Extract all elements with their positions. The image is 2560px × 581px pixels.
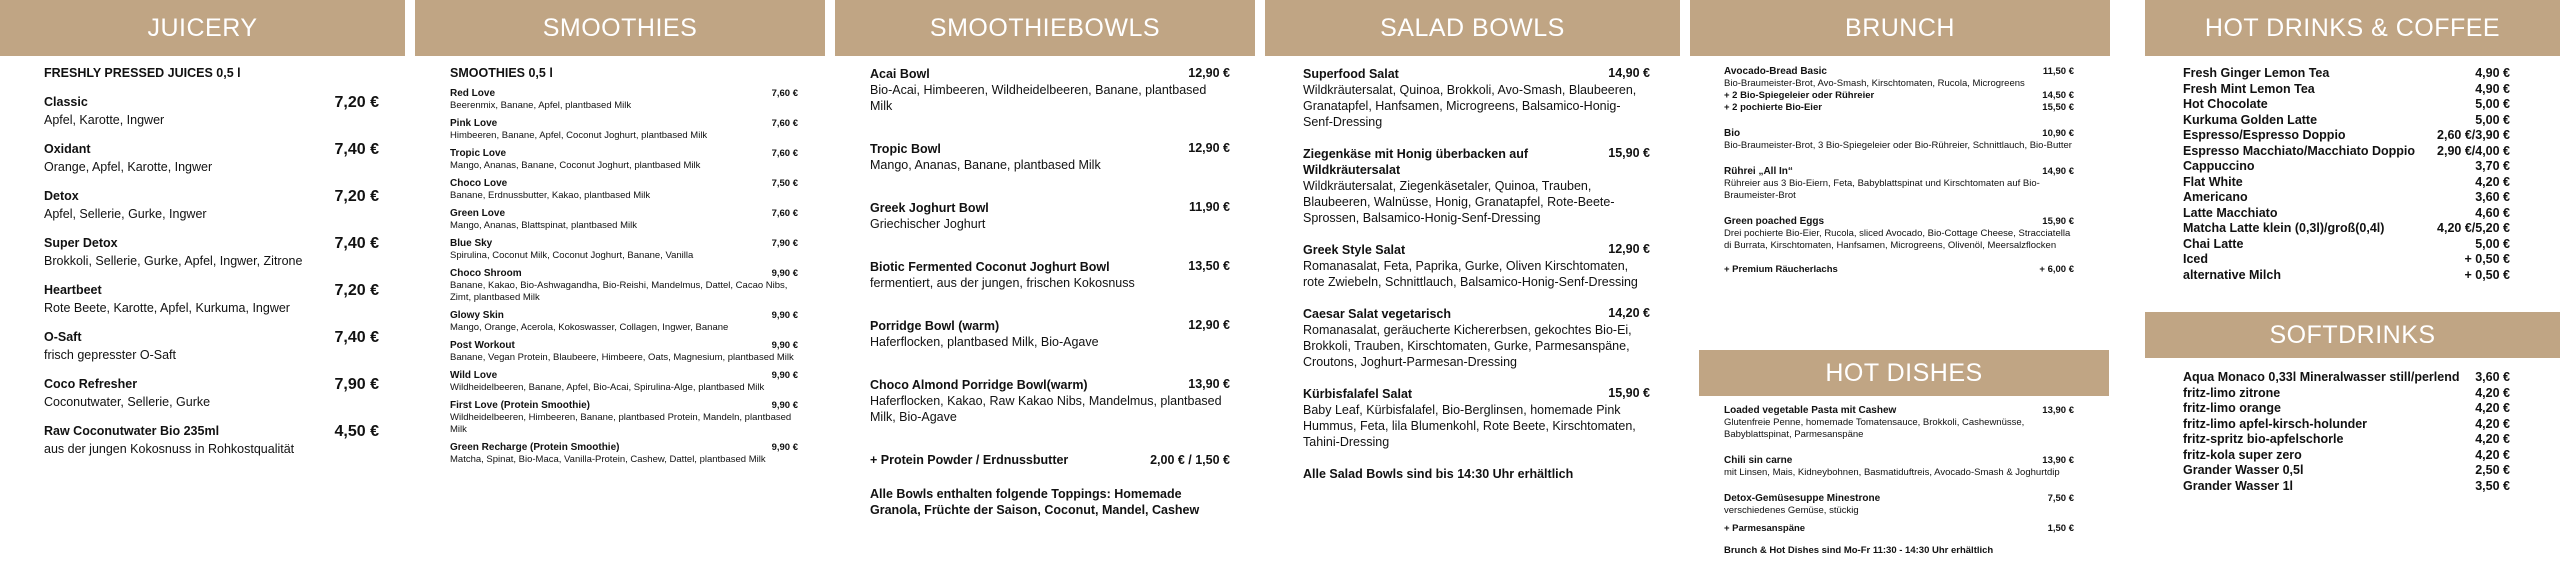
brunch-item-name: Green poached Eggs <box>1724 216 1825 227</box>
hot-drink-price: 5,00 € <box>2475 236 2510 251</box>
hot-addon <box>1724 523 2074 535</box>
bowl-item-name: Porridge Bowl (warm) <box>870 319 1000 333</box>
salad-item-desc: Romanasalat, geräucherte Kichererbsen, gekochtes Bio-Ei, Brokkoli, Trauben, Kirschtomaten, Gurke, Parmesanspäne, Croutons, Joghurt-Parmesan-Dressing <box>1303 323 1632 369</box>
hot-drink-row <box>2183 206 2510 222</box>
brunch-extra-price: 14,50 € <box>2042 90 2074 101</box>
salad-item-row <box>1303 146 1650 178</box>
brunch-item-extra <box>1724 102 2074 114</box>
brunch-item-price: 11,50 € <box>2042 66 2074 77</box>
hot-drink-name: Flat White <box>2183 174 2243 189</box>
smoothie-item-name: Tropic Love <box>450 148 507 159</box>
salad-item-name: Greek Style Salat <box>1303 243 1406 257</box>
smoothie-item <box>450 178 798 202</box>
juice-item-price: 7,40 € <box>334 141 379 158</box>
header-brunch: BRUNCH <box>1690 0 2110 56</box>
juice-item-row <box>44 282 379 300</box>
juice-item-row <box>44 423 379 441</box>
smoothie-item <box>450 442 798 466</box>
brunch-item-name: Bio <box>1724 128 1741 139</box>
smoothie-item <box>450 370 798 394</box>
smoothie-item-desc: Himbeeren, Banane, Apfel, Coconut Joghurt, plantbased Milk <box>450 130 708 141</box>
bowl-item-name: Tropic Bowl <box>870 142 941 156</box>
hot-addon-price: 1,50 € <box>2047 523 2074 534</box>
softdrink-name: fritz-kola super zero <box>2183 447 2302 462</box>
hot-drink-name: Iced <box>2183 252 2209 266</box>
smoothie-item <box>450 400 798 436</box>
juice-item <box>44 235 379 269</box>
bowl-item-desc: fermentiert, aus der jungen, frischen Kokosnuss <box>870 276 1135 290</box>
juice-item-desc: Rote Beete, Karotte, Apfel, Kurkuma, Ingwer <box>44 301 290 315</box>
hot-drink-row <box>2183 66 2510 82</box>
juice-item-row <box>44 329 379 347</box>
salad-item-desc: Baby Leaf, Kürbisfalafel, Bio-Berglinsen, homemade Pink Hummus, Feta, lila Blumenkohl, Rote Beete, Kirschtomaten, Tahini-Dressing <box>1303 403 1636 449</box>
hot-drink-price: 3,60 € <box>2475 190 2510 204</box>
bowls-addon-name: + Protein Powder / Erdnussbutter <box>870 453 1069 467</box>
smoothie-item-price: 9,90 € <box>771 370 798 381</box>
hot-drink-name: Matcha Latte klein (0,3l)/groß(0,4l) <box>2183 221 2385 235</box>
softdrink-name: fritz-limo zitrone <box>2183 385 2281 400</box>
hot-drink-price: 2,90 €/4,00 € <box>2437 143 2510 158</box>
smoothie-item-name: Pink Love <box>450 118 498 129</box>
hot-drink-row <box>2183 97 2510 113</box>
smoothie-item-row <box>450 178 798 190</box>
smoothie-item <box>450 88 798 112</box>
softdrink-row <box>2183 417 2510 433</box>
header-hot-drinks: HOT DRINKS & COFFEE <box>2145 0 2560 56</box>
hot-drink-price: 5,00 € <box>2475 112 2510 127</box>
juice-item-price: 7,90 € <box>334 376 379 393</box>
brunch-item-row <box>1724 216 2074 228</box>
salad-item-price: 15,90 € <box>1608 146 1650 160</box>
hot-drink-row <box>2183 268 2510 284</box>
bowl-item-row <box>870 377 1230 393</box>
smoothie-item-price: 9,90 € <box>771 442 798 453</box>
hot-drink-row <box>2183 237 2510 253</box>
hot-drink-row <box>2183 190 2510 206</box>
smoothie-item-desc: Spirulina, Coconut Milk, Coconut Joghurt, Banane, Vanilla <box>450 250 694 261</box>
bowl-item-name: Greek Joghurt Bowl <box>870 201 989 215</box>
smoothie-item-price: 9,90 € <box>771 400 798 411</box>
header-smoothiebowls: SMOOTHIEBOWLS <box>835 0 1255 56</box>
bowl-item-row <box>870 66 1230 82</box>
smoothie-item-name: Green Recharge (Protein Smoothie) <box>450 442 620 453</box>
hot-dish-item-price: 13,90 € <box>2042 405 2074 416</box>
smoothie-item-row <box>450 310 798 322</box>
salad-item-name: Ziegenkäse mit Honig überbacken auf Wildkräutersalat <box>1303 147 1529 177</box>
bowl-item-desc: Haferflocken, Kakao, Raw Kakao Nibs, Mandelmus, plantbased Milk, Bio-Agave <box>870 394 1222 424</box>
bowl-item-row <box>870 200 1230 216</box>
hot-drink-price: 4,90 € <box>2475 66 2510 80</box>
bowl-item-price: 11,90 € <box>1188 200 1230 214</box>
brunch-item-name: Rührei „All In“ <box>1724 166 1793 177</box>
softdrink-row <box>2183 479 2510 495</box>
juice-item <box>44 188 379 222</box>
smoothie-item-name: Wild Love <box>450 370 498 381</box>
bowl-item <box>870 66 1230 114</box>
bowl-item-price: 12,90 € <box>1188 318 1230 332</box>
hot-drink-price: + 0,50 € <box>2464 267 2510 282</box>
hot-drink-price: 2,60 €/3,90 € <box>2437 128 2510 142</box>
salad-item <box>1303 66 1650 130</box>
salads-footer: Alle Salad Bowls sind bis 14:30 Uhr erhältlich <box>1303 467 1574 481</box>
smoothies-column <box>450 66 798 472</box>
smoothie-item-row <box>450 400 798 412</box>
salad-item-row <box>1303 242 1650 258</box>
hot-drink-name: alternative Milch <box>2183 267 2281 282</box>
juice-item-name: Coco Refresher <box>44 377 138 391</box>
juice-item-name: Oxidant <box>44 142 91 156</box>
brunch-addon-price: + 6,00 € <box>2039 264 2074 275</box>
softdrink-price: 4,20 € <box>2475 385 2510 400</box>
hot-drink-name: Cappuccino <box>2183 159 2255 173</box>
bowl-item-desc: Mango, Ananas, Banane, plantbased Milk <box>870 158 1101 172</box>
bowl-item-row <box>870 141 1230 157</box>
bowl-item-row <box>870 259 1230 275</box>
bowl-item-desc: Griechischer Joghurt <box>870 217 986 231</box>
juice-item-name: Classic <box>44 95 88 109</box>
hot-drink-name: Americano <box>2183 190 2248 204</box>
smoothie-item <box>450 148 798 172</box>
salad-item-name: Caesar Salat vegetarisch <box>1303 307 1452 321</box>
salad-item-name: Kürbisfalafel Salat <box>1303 387 1413 401</box>
brunch-item-extra <box>1724 90 2074 102</box>
smoothie-item-price: 7,50 € <box>771 178 798 189</box>
bowl-item <box>870 200 1230 232</box>
hot-dish-item-desc: Glutenfreie Penne, homemade Tomatensauce, Brokkoli, Cashewnüsse, Babyblattspinat, Parmesanspäne <box>1724 417 2025 440</box>
salad-item-name: Superfood Salat <box>1303 67 1399 81</box>
brunch-item <box>1724 66 2074 114</box>
hot-drink-price: 5,00 € <box>2475 97 2510 111</box>
brunch-addon <box>1724 264 2074 276</box>
header-smoothies: SMOOTHIES <box>415 0 825 56</box>
softdrink-row <box>2183 463 2510 479</box>
smoothie-item-desc: Banane, Kakao, Bio-Ashwagandha, Bio-Reishi, Mandelmus, Dattel, Cacao Nibs, Zimt, plantbased Milk <box>450 280 788 303</box>
smoothie-item-price: 7,90 € <box>771 238 798 249</box>
bowl-item-name: Biotic Fermented Coconut Joghurt Bowl <box>870 260 1110 274</box>
juice-item-price: 7,40 € <box>334 235 379 252</box>
softdrink-price: 3,60 € <box>2475 370 2510 384</box>
smoothie-item-name: First Love (Protein Smoothie) <box>450 400 591 411</box>
bowl-item <box>870 318 1230 350</box>
salad-item-row <box>1303 386 1650 402</box>
smoothie-item-row <box>450 340 798 352</box>
juice-item <box>44 282 379 316</box>
softdrink-row <box>2183 386 2510 402</box>
bowls-column <box>870 66 1230 518</box>
hot-dish-item-row <box>1724 493 2074 505</box>
softdrinks-column <box>2183 370 2510 494</box>
bowl-item-price: 12,90 € <box>1188 66 1230 80</box>
brunch-item-price: 10,90 € <box>2042 128 2074 139</box>
juice-item-price: 7,20 € <box>334 94 379 111</box>
juice-item-row <box>44 376 379 394</box>
brunch-item <box>1724 128 2074 152</box>
hot-drink-price: 4,60 € <box>2475 205 2510 220</box>
smoothie-item-row <box>450 442 798 454</box>
bowl-item <box>870 377 1230 425</box>
smoothie-item <box>450 118 798 142</box>
juice-item-desc: frisch gepresster O-Saft <box>44 348 176 362</box>
softdrink-price: 3,50 € <box>2475 478 2510 493</box>
bowl-item-price: 13,50 € <box>1188 259 1230 273</box>
smoothie-item-name: Choco Love <box>450 178 508 189</box>
hot-drink-row <box>2183 175 2510 191</box>
softdrink-price: 4,20 € <box>2475 401 2510 415</box>
juice-item-price: 7,20 € <box>334 188 379 205</box>
smoothie-item-price: 9,90 € <box>771 268 798 279</box>
juice-item-desc: Coconutwater, Sellerie, Gurke <box>44 395 211 409</box>
hot-dishes-column <box>1724 405 2074 557</box>
smoothies-subtitle: SMOOTHIES 0,5 l <box>450 66 553 80</box>
juice-item <box>44 423 379 457</box>
smoothie-item-desc: Mango, Ananas, Blattspinat, plantbased Milk <box>450 220 637 231</box>
brunch-item-price: 15,90 € <box>2042 216 2074 227</box>
brunch-item-price: 14,90 € <box>2042 166 2074 177</box>
salad-item-desc: Romanasalat, Feta, Paprika, Gurke, Oliven Kirschtomaten, rote Zwiebeln, Schnittlauch, Balsamico-Honig-Senf-Dressing <box>1303 259 1638 289</box>
salad-item <box>1303 306 1650 370</box>
hot-drink-row <box>2183 144 2510 160</box>
juice-item-desc: Brokkoli, Sellerie, Gurke, Apfel, Ingwer, Zitrone <box>44 254 303 268</box>
hot-drink-name: Chai Latte <box>2183 236 2244 251</box>
softdrink-price: 4,20 € <box>2475 447 2510 462</box>
bowl-item-desc: Bio-Acai, Himbeeren, Wildheidelbeeren, Banane, plantbased Milk <box>870 83 1207 113</box>
juice-item-name: Detox <box>44 189 79 203</box>
brunch-extra-name: + 2 pochierte Bio-Eier <box>1724 102 1822 113</box>
softdrink-price: 4,20 € <box>2475 416 2510 431</box>
brunch-item-desc: Rühreier aus 3 Bio-Eiern, Feta, Babyblattspinat und Kirschtomaten auf Bio-Braumeister-Brot <box>1724 178 2040 201</box>
softdrink-name: Grander Wasser 0,5l <box>2183 463 2304 477</box>
juice-item-price: 4,50 € <box>334 423 379 440</box>
hot-drink-name: Kurkuma Golden Latte <box>2183 112 2318 127</box>
brunch-item-desc: Drei pochierte Bio-Eier, Rucola, sliced Avocado, Bio-Cottage Cheese, Stracciatella di Burrata, Kirschtomaten, Hanfsamen, Microgreens, Olivenöl, Meersalzflocken <box>1724 228 2071 251</box>
salad-item-price: 15,90 € <box>1608 386 1650 400</box>
hot-drink-name: Fresh Ginger Lemon Tea <box>2183 66 2330 80</box>
brunch-extra-price: 15,50 € <box>2042 102 2074 113</box>
header-salad-bowls: SALAD BOWLS <box>1265 0 1680 56</box>
salad-item <box>1303 386 1650 450</box>
hot-drink-row <box>2183 128 2510 144</box>
hot-drink-price: + 0,50 € <box>2464 252 2510 266</box>
hot-drink-name: Latte Macchiato <box>2183 205 2278 220</box>
hot-footer: Brunch & Hot Dishes sind Mo-Fr 11:30 - 14:30 Uhr erhältlich <box>1724 545 1994 556</box>
smoothie-item-name: Green Love <box>450 208 506 219</box>
hot-dish-item <box>1724 405 2074 441</box>
hot-dish-item-desc: verschiedenes Gemüse, stückig <box>1724 505 1859 516</box>
bowls-addon <box>870 452 1230 468</box>
smoothie-item-price: 7,60 € <box>771 118 798 129</box>
smoothie-item-desc: Matcha, Spinat, Bio-Maca, Vanilla-Protein, Cashew, Dattel, plantbased Milk <box>450 454 766 465</box>
softdrink-name: fritz-limo apfel-kirsch-holunder <box>2183 416 2368 431</box>
smoothie-item-desc: Beerenmix, Banane, Apfel, plantbased Milk <box>450 100 632 111</box>
salad-item-row <box>1303 306 1650 322</box>
smoothie-item-price: 7,60 € <box>771 148 798 159</box>
brunch-item-row <box>1724 166 2074 178</box>
softdrink-price: 2,50 € <box>2475 463 2510 477</box>
juicery-column <box>44 66 379 470</box>
juice-item-row <box>44 188 379 206</box>
smoothie-item-desc: Mango, Orange, Acerola, Kokoswasser, Collagen, Ingwer, Banane <box>450 322 729 333</box>
brunch-item-desc: Bio-Braumeister-Brot, 3 Bio-Spiegeleier oder Bio-Rühreier, Schnittlauch, Bio-Butter <box>1724 140 2072 151</box>
smoothie-item-name: Red Love <box>450 88 496 99</box>
hot-drink-name: Hot Chocolate <box>2183 97 2268 111</box>
juice-item-price: 7,40 € <box>334 329 379 346</box>
smoothie-item <box>450 208 798 232</box>
brunch-item <box>1724 216 2074 252</box>
brunch-item-row <box>1724 66 2074 78</box>
bowl-item <box>870 259 1230 291</box>
brunch-addon-name: + Premium Räucherlachs <box>1724 264 1838 275</box>
smoothie-item-desc: Banane, Vegan Protein, Blaubeere, Himbeere, Oats, Magnesium, plantbased Milk <box>450 352 794 363</box>
hot-drink-price: 4,20 € <box>2475 174 2510 189</box>
smoothie-item-name: Choco Shroom <box>450 268 522 279</box>
bowl-item-price: 13,90 € <box>1188 377 1230 391</box>
hot-addon-name: + Parmesanspäne <box>1724 523 1806 534</box>
hot-dish-item <box>1724 493 2074 517</box>
hot-drink-name: Espresso Macchiato/Macchiato Doppio <box>2183 143 2415 158</box>
juice-item <box>44 376 379 410</box>
smoothie-item-price: 9,90 € <box>771 340 798 351</box>
header-softdrinks: SOFTDRINKS <box>2145 312 2560 358</box>
brunch-item <box>1724 166 2074 202</box>
bowls-footer: Alle Bowls enthalten folgende Toppings: Homemade Granola, Früchte der Saison, Coconut, Mandel, Cashew <box>870 487 1200 517</box>
smoothie-item-desc: Wildheidelbeeren, Himbeeren, Banane, plantbased Protein, Mandeln, plantbased Milk <box>450 412 792 435</box>
softdrink-name: Aqua Monaco 0,33l Mineralwasser still/perlend <box>2183 370 2460 384</box>
hot-dish-item-desc: mit Linsen, Mais, Kidneybohnen, Basmatiduftreis, Avocado-Smash & Joghurtdip <box>1724 467 2060 478</box>
salad-item-price: 14,90 € <box>1608 66 1650 80</box>
juice-item-name: Super Detox <box>44 236 118 250</box>
salad-item-desc: Wildkräutersalat, Quinoa, Brokkoli, Avo-Smash, Blaubeeren, Granatapfel, Hanfsamen, Microgreens, Balsamico-Honig-Senf-Dressing <box>1303 83 1637 129</box>
juice-item-desc: Orange, Apfel, Karotte, Ingwer <box>44 160 213 174</box>
hot-dish-item-row <box>1724 455 2074 467</box>
bowls-addon-price: 2,00 € / 1,50 € <box>1150 453 1230 467</box>
salad-item-price: 14,20 € <box>1608 306 1650 320</box>
hot-dish-item <box>1724 455 2074 479</box>
juice-item-desc: Apfel, Karotte, Ingwer <box>44 113 165 127</box>
bowl-item-row <box>870 318 1230 334</box>
smoothie-item-row <box>450 148 798 160</box>
smoothie-item-row <box>450 268 798 280</box>
hot-dish-item-row <box>1724 405 2074 417</box>
bowl-item-desc: Haferflocken, plantbased Milk, Bio-Agave <box>870 335 1099 349</box>
hot-drink-price: 4,90 € <box>2475 81 2510 96</box>
juice-item-name: Raw Coconutwater Bio 235ml <box>44 424 220 438</box>
brunch-item-row <box>1724 128 2074 140</box>
brunch-extra-name: + 2 Bio-Spiegeleier oder Rühreier <box>1724 90 1875 101</box>
softdrink-row <box>2183 370 2510 386</box>
juice-item-name: O-Saft <box>44 330 82 344</box>
header-hot-dishes: HOT DISHES <box>1699 350 2109 396</box>
hot-drink-price: 3,70 € <box>2475 159 2510 173</box>
smoothie-item-price: 7,60 € <box>771 88 798 99</box>
smoothie-item <box>450 310 798 334</box>
smoothie-item <box>450 238 798 262</box>
smoothie-item-price: 9,90 € <box>771 310 798 321</box>
hot-drink-row <box>2183 221 2510 237</box>
softdrink-name: Grander Wasser 1l <box>2183 478 2294 493</box>
bowl-item <box>870 141 1230 173</box>
smoothie-item-desc: Banane, Erdnussbutter, Kakao, plantbased Milk <box>450 190 651 201</box>
juice-item <box>44 94 379 128</box>
juice-item-name: Heartbeet <box>44 283 102 297</box>
softdrink-row <box>2183 401 2510 417</box>
salads-column <box>1303 66 1650 482</box>
hot-drink-row <box>2183 159 2510 175</box>
juice-item-row <box>44 94 379 112</box>
softdrink-row <box>2183 432 2510 448</box>
hot-drink-row <box>2183 252 2510 268</box>
hot-dish-item-name: Loaded vegetable Pasta mit Cashew <box>1724 405 1897 416</box>
salad-item-price: 12,90 € <box>1608 242 1650 256</box>
bowl-item-name: Choco Almond Porridge Bowl(warm) <box>870 378 1088 392</box>
softdrink-name: fritz-spritz bio-apfelschorle <box>2183 432 2344 446</box>
softdrink-price: 4,20 € <box>2475 432 2510 446</box>
hot-dish-item-price: 13,90 € <box>2042 455 2074 466</box>
salad-item-desc: Wildkräutersalat, Ziegenkäsetaler, Quinoa, Trauben, Blaubeeren, Walnüsse, Honig, Granatapfel, Rote-Beete-Sprossen, Balsamico-Honig-Senf-Dressing <box>1303 179 1615 225</box>
salad-item-row <box>1303 66 1650 82</box>
juice-item-price: 7,20 € <box>334 282 379 299</box>
hot-dish-item-price: 7,50 € <box>2047 493 2074 504</box>
salad-item <box>1303 242 1650 290</box>
juice-item-desc: aus der jungen Kokosnuss in Rohkostqualität <box>44 442 295 456</box>
smoothie-item <box>450 340 798 364</box>
juicery-subtitle: FRESHLY PRESSED JUICES 0,5 l <box>44 66 241 80</box>
hot-drink-row <box>2183 113 2510 129</box>
softdrink-row <box>2183 448 2510 464</box>
bowl-item-price: 12,90 € <box>1188 141 1230 155</box>
smoothie-item-row <box>450 88 798 100</box>
hot-drinks-column <box>2183 66 2510 283</box>
smoothie-item-name: Post Workout <box>450 340 515 351</box>
smoothie-item-price: 7,60 € <box>771 208 798 219</box>
header-juicery: JUICERY <box>0 0 405 56</box>
smoothie-item-desc: Wildheidelbeeren, Banane, Apfel, Bio-Acai, Spirulina-Alge, plantbased Milk <box>450 382 765 393</box>
hot-dish-item-name: Detox-Gemüsesuppe Minestrone <box>1724 493 1881 504</box>
brunch-item-name: Avocado-Bread Basic <box>1724 66 1827 77</box>
juice-item-desc: Apfel, Sellerie, Gurke, Ingwer <box>44 207 207 221</box>
juice-item <box>44 329 379 363</box>
smoothie-item-row <box>450 118 798 130</box>
salad-item <box>1303 146 1650 226</box>
hot-drink-row <box>2183 82 2510 98</box>
softdrink-name: fritz-limo orange <box>2183 401 2281 415</box>
smoothie-item-row <box>450 208 798 220</box>
smoothie-item-name: Glowy Skin <box>450 310 504 321</box>
juice-item-row <box>44 141 379 159</box>
smoothie-item <box>450 268 798 304</box>
smoothie-item-desc: Mango, Ananas, Banane, Coconut Joghurt, plantbased Milk <box>450 160 701 171</box>
brunch-column <box>1724 66 2074 276</box>
juice-item-row <box>44 235 379 253</box>
brunch-item-desc: Bio-Braumeister-Brot, Avo-Smash, Kirschtomaten, Rucola, Microgreens <box>1724 78 2025 89</box>
hot-drink-name: Fresh Mint Lemon Tea <box>2183 81 2315 96</box>
smoothie-item-name: Blue Sky <box>450 238 493 249</box>
juice-item <box>44 141 379 175</box>
hot-dish-item-name: Chili sin carne <box>1724 455 1793 466</box>
hot-drink-price: 4,20 €/5,20 € <box>2437 221 2510 235</box>
smoothie-item-row <box>450 370 798 382</box>
smoothie-item-row <box>450 238 798 250</box>
bowl-item-name: Acai Bowl <box>870 67 930 81</box>
hot-drink-name: Espresso/Espresso Doppio <box>2183 128 2346 142</box>
